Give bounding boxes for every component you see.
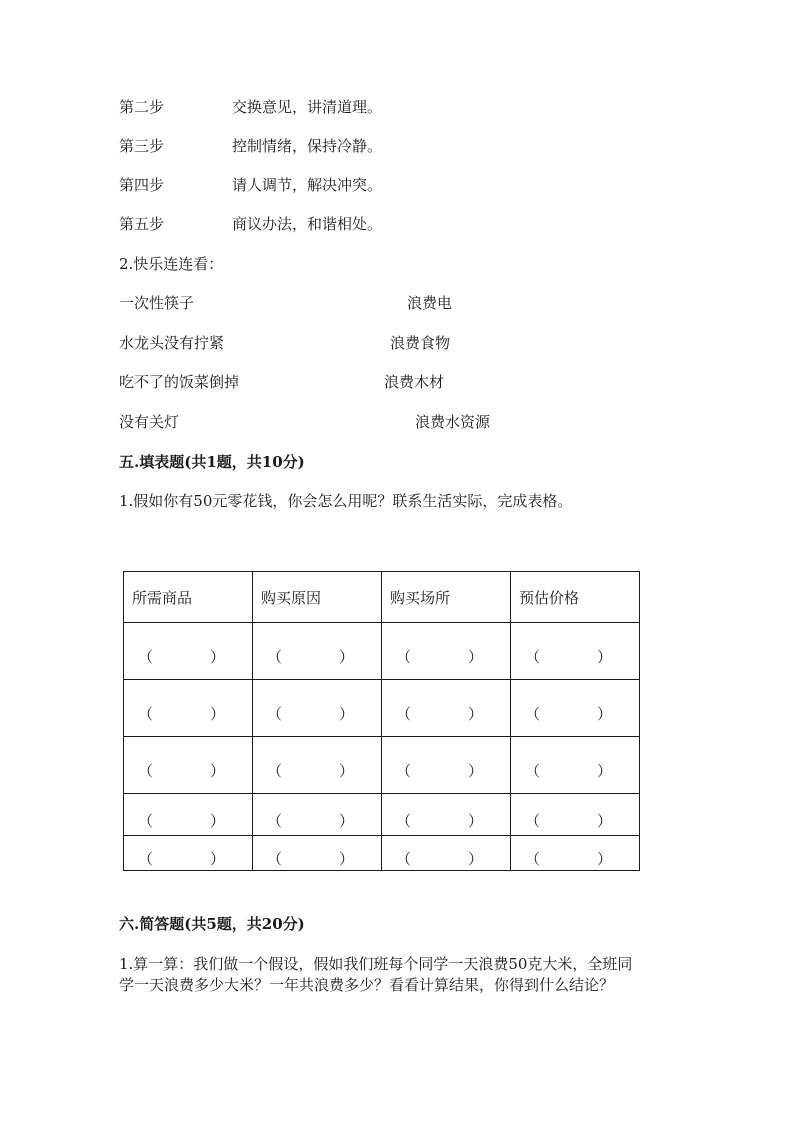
- match-left-item[interactable]: 吃不了的饭菜倒掉: [119, 373, 240, 391]
- answer-cell[interactable]: [124, 794, 253, 836]
- answer-cell[interactable]: [124, 680, 253, 737]
- answer-cell[interactable]: [124, 836, 253, 871]
- match-right-item[interactable]: 浪费水资源: [415, 413, 491, 431]
- match-question-title: 2.快乐连连看：: [119, 255, 224, 273]
- paren-open: （: [267, 648, 283, 666]
- answer-cell[interactable]: [511, 680, 640, 737]
- match-left-item[interactable]: 一次性筷子: [119, 294, 195, 312]
- answer-cell[interactable]: [511, 623, 640, 680]
- paren-open: （: [138, 762, 154, 780]
- paren-close: ）: [468, 762, 484, 780]
- answer-cell[interactable]: [253, 737, 382, 794]
- table-row: [124, 836, 640, 871]
- answer-cell[interactable]: [382, 623, 511, 680]
- match-left-item[interactable]: 水龙头没有拧紧: [119, 334, 225, 352]
- table-header-cell: 购买原因: [253, 572, 382, 623]
- paren-open: （: [267, 762, 283, 780]
- paren-close: ）: [339, 705, 355, 723]
- answer-cell[interactable]: [253, 836, 382, 871]
- table-header-cell: 购买场所: [382, 572, 511, 623]
- answer-cell[interactable]: [382, 794, 511, 836]
- match-left-item[interactable]: 没有关灯: [119, 413, 180, 431]
- answer-cell[interactable]: [382, 836, 511, 871]
- paren-open: （: [525, 705, 541, 723]
- paren-close: ）: [339, 762, 355, 780]
- step-label: 第二步: [119, 98, 165, 116]
- table-row: [124, 680, 640, 737]
- step-text: 控制情绪，保持冷静。: [232, 137, 383, 155]
- paren-open: （: [525, 850, 541, 868]
- paren-open: （: [396, 705, 412, 723]
- short-answer-question-line: 1.算一算：我们做一个假设，假如我们班每个同学一天浪费50克大米，全班同: [119, 955, 633, 973]
- paren-close: ）: [597, 705, 613, 723]
- paren-close: ）: [210, 762, 226, 780]
- paren-close: ）: [468, 811, 484, 830]
- table-row: [124, 737, 640, 794]
- table-header-cell: 预估价格: [511, 572, 640, 623]
- paren-close: ）: [597, 648, 613, 666]
- paren-close: ）: [468, 648, 484, 666]
- paren-close: ）: [210, 648, 226, 666]
- paren-open: （: [525, 762, 541, 780]
- match-right-item[interactable]: 浪费食物: [390, 334, 451, 352]
- paren-close: ）: [597, 762, 613, 780]
- step-label: 第五步: [119, 215, 165, 233]
- paren-open: （: [525, 648, 541, 666]
- fill-in-table: [123, 571, 640, 871]
- paren-open: （: [267, 705, 283, 723]
- paren-close: ）: [339, 648, 355, 666]
- section-heading-6: 六.简答题(共5题，共20分): [119, 915, 305, 933]
- paren-close: ）: [597, 811, 613, 830]
- paren-close: ）: [339, 811, 355, 830]
- table-row: [124, 794, 640, 836]
- paren-open: （: [396, 850, 412, 868]
- paren-open: （: [396, 762, 412, 780]
- answer-cell[interactable]: [382, 737, 511, 794]
- table-row: [124, 623, 640, 680]
- short-answer-question-line: 学一天浪费多少大米？一年共浪费多少？看看计算结果，你得到什么结论？: [119, 976, 615, 994]
- step-text: 请人调节，解决冲突。: [232, 176, 383, 194]
- paren-close: ）: [210, 850, 226, 868]
- answer-cell[interactable]: [511, 836, 640, 871]
- paren-close: ）: [468, 850, 484, 868]
- step-text: 商议办法，和谐相处。: [232, 215, 383, 233]
- paren-close: ）: [210, 811, 226, 830]
- match-right-item[interactable]: 浪费电: [407, 294, 453, 312]
- answer-cell[interactable]: [253, 794, 382, 836]
- step-label: 第三步: [119, 137, 165, 155]
- paren-open: （: [138, 648, 154, 666]
- table-header-cell: 所需商品: [124, 572, 253, 623]
- answer-cell[interactable]: [124, 737, 253, 794]
- answer-cell[interactable]: [124, 623, 253, 680]
- paren-open: （: [267, 811, 283, 830]
- section-heading-5: 五.填表题(共1题，共10分): [119, 453, 305, 471]
- answer-cell[interactable]: [382, 680, 511, 737]
- paren-open: （: [525, 811, 541, 830]
- paren-close: ）: [339, 850, 355, 868]
- paren-open: （: [138, 850, 154, 868]
- answer-cell[interactable]: [511, 794, 640, 836]
- paren-close: ）: [597, 850, 613, 868]
- paren-open: （: [267, 850, 283, 868]
- paren-open: （: [138, 811, 154, 830]
- answer-cell[interactable]: [511, 737, 640, 794]
- paren-open: （: [396, 811, 412, 830]
- step-label: 第四步: [119, 176, 165, 194]
- step-text: 交换意见，讲清道理。: [232, 98, 383, 116]
- answer-cell[interactable]: [253, 680, 382, 737]
- paren-open: （: [138, 705, 154, 723]
- table-header-row: [124, 572, 640, 623]
- answer-cell[interactable]: [253, 623, 382, 680]
- paren-close: ）: [468, 705, 484, 723]
- paren-close: ）: [210, 705, 226, 723]
- table-question: 1.假如你有50元零花钱，你会怎么用呢？联系生活实际，完成表格。: [119, 492, 573, 510]
- match-right-item[interactable]: 浪费木材: [384, 373, 445, 391]
- paren-open: （: [396, 648, 412, 666]
